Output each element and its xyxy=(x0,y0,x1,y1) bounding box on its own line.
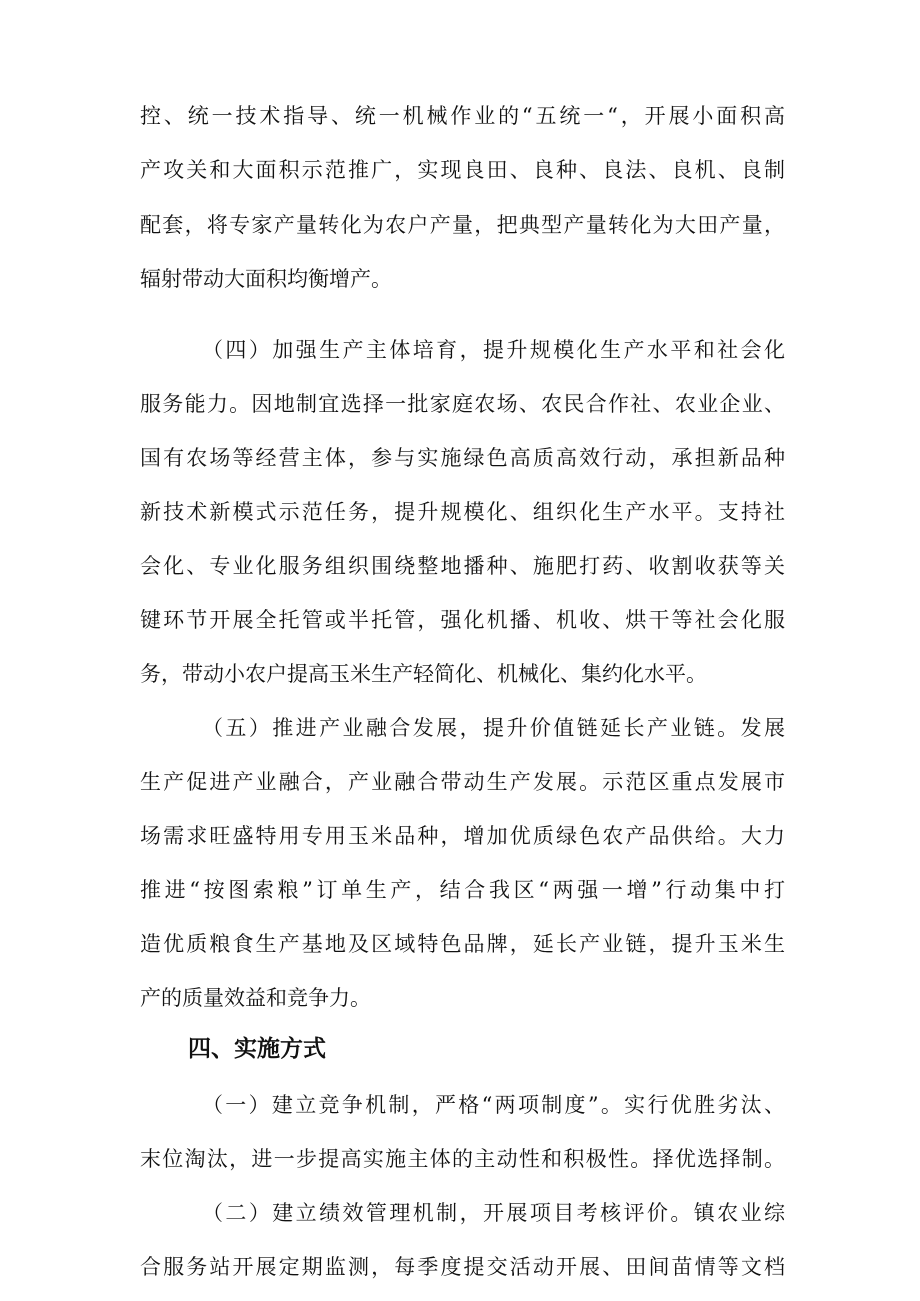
paragraph-first-line: （二）建立绩效管理机制，开展项目考核评价。镇农业综 xyxy=(202,1201,785,1225)
text-line: 场需求旺盛特用专用玉米品种，增加优质绿色农产品供给。大力 xyxy=(140,824,785,848)
text-line: 国有农场等经营主体，参与实施绿色高质高效行动，承担新品种 xyxy=(140,446,785,470)
text-line: 产攻关和大面积示范推广，实现良田、良种、良法、良机、良制 xyxy=(140,158,785,182)
paragraph-first-line: （四）加强生产主体培育，提升规模化生产水平和社会化 xyxy=(202,338,785,362)
text-line: 会化、专业化服务组织围绕整地播种、施肥打药、收割收获等关 xyxy=(140,554,785,578)
text-line: 推进“按图索粮”订单生产，结合我区“两强一增”行动集中打 xyxy=(140,878,785,902)
text-line: 产的质量效益和竞争力。 xyxy=(140,986,371,1010)
paragraph-first-line: （一）建立竞争机制，严格“两项制度”。实行优胜劣汰、 xyxy=(202,1093,785,1117)
text-line: 配套，将专家产量转化为农户产量，把典型产量转化为大田产量， xyxy=(140,213,785,237)
text-line: 生产促进产业融合，产业融合带动生产发展。示范区重点发展市 xyxy=(140,770,785,794)
text-line: 合服务站开展定期监测，每季度提交活动开展、田间苗情等文档 xyxy=(140,1255,785,1279)
text-line: 辐射带动大面积均衡增产。 xyxy=(140,267,392,291)
paragraph-first-line: （五）推进产业融合发展，提升价值链延长产业链。发展 xyxy=(202,716,785,740)
text-line: 末位淘汰，进一步提高实施主体的主动性和积极性。择优选择制。 xyxy=(140,1147,785,1171)
section-heading: 四、实施方式 xyxy=(188,1036,326,1062)
text-line: 新技术新模式示范任务，提升规模化、组织化生产水平。支持社 xyxy=(140,500,785,524)
text-line: 造优质粮食生产基地及区域特色品牌，延长产业链，提升玉米生 xyxy=(140,932,785,956)
text-line: 服务能力。因地制宜选择一批家庭农场、农民合作社、农业企业、 xyxy=(140,392,785,416)
text-line: 务，带动小农户提高玉米生产轻简化、机械化、集约化水平。 xyxy=(140,662,707,686)
text-line: 控、统一技术指导、统一机械作业的“五统一“，开展小面积高 xyxy=(140,104,785,128)
text-line: 键环节开展全托管或半托管，强化机播、机收、烘干等社会化服 xyxy=(140,608,785,632)
